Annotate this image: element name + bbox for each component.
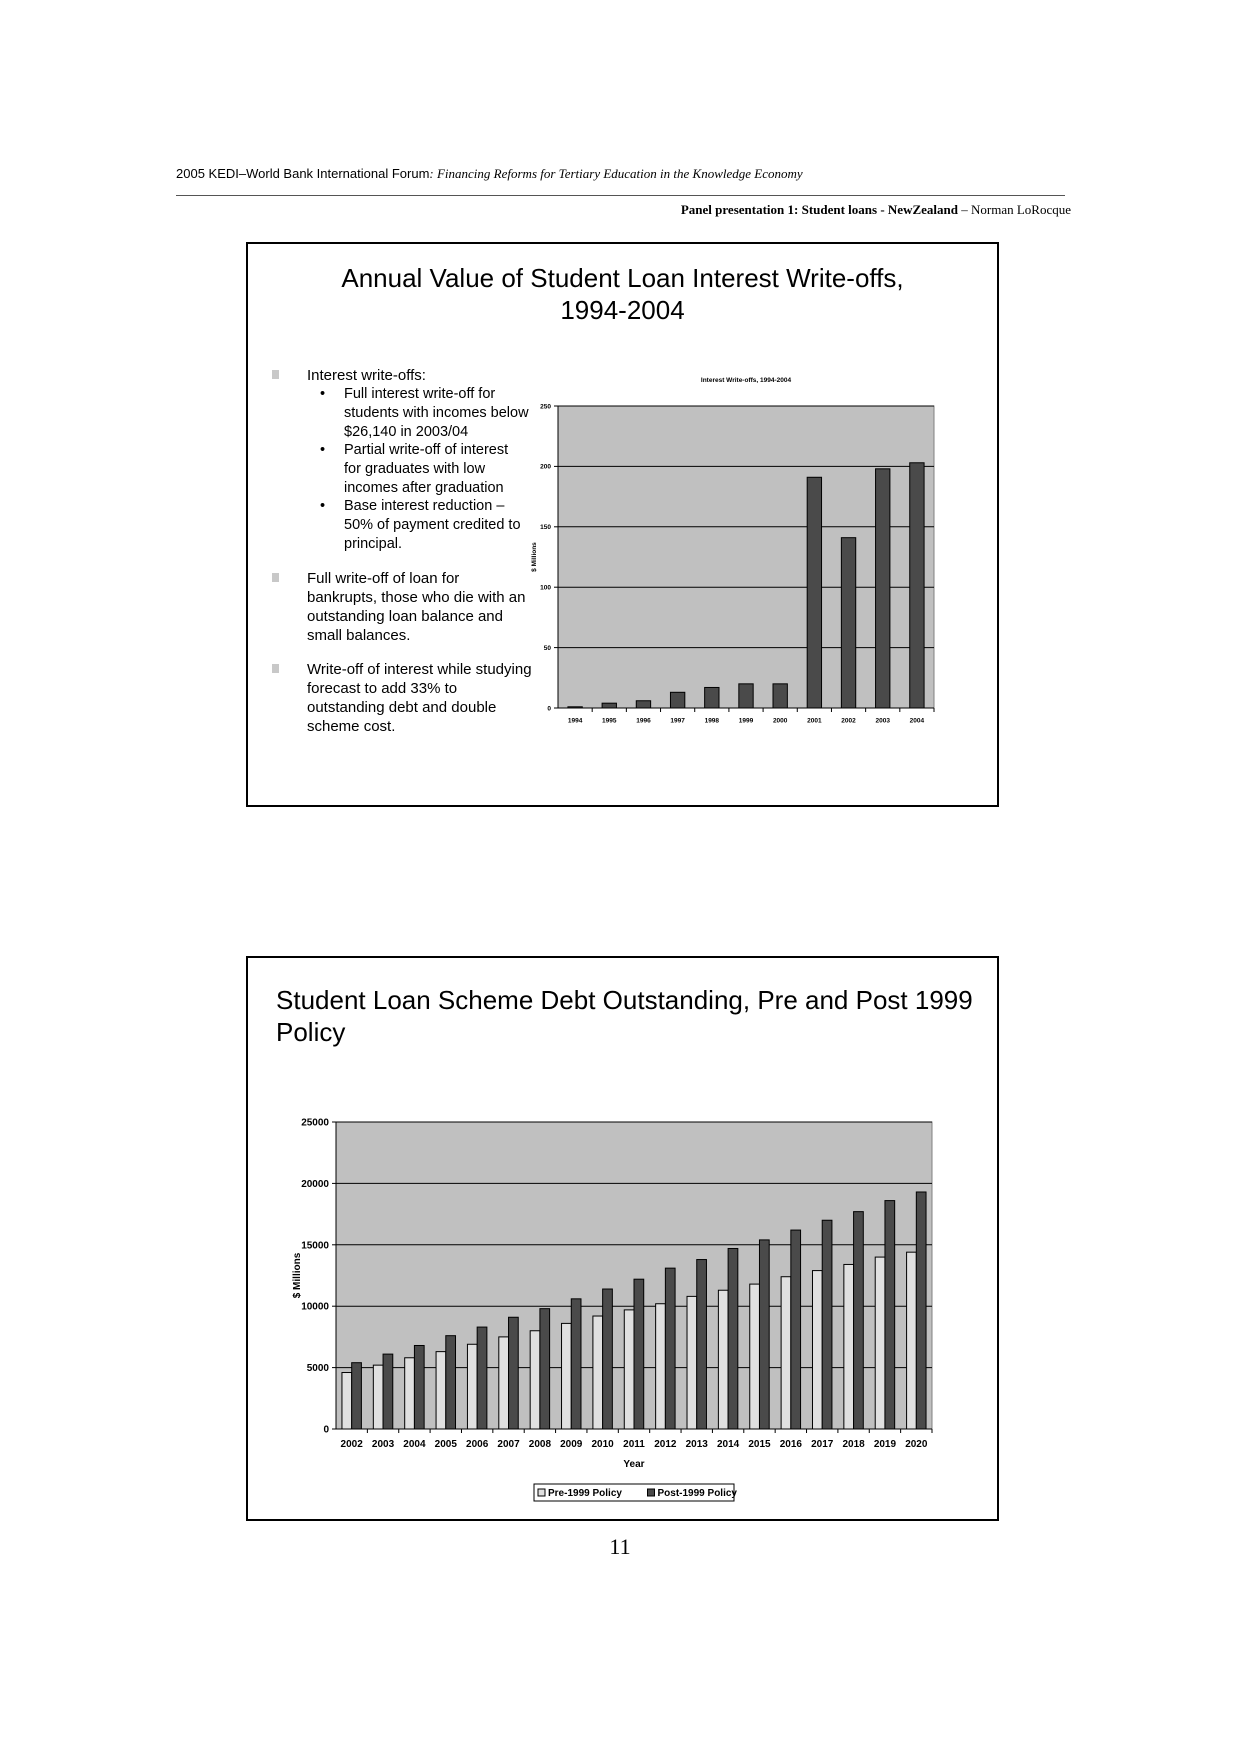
- x-tick-label: 2004: [909, 717, 925, 725]
- slide2-title: Student Loan Scheme Debt Outstanding, Pre and Post 1999 Policy: [276, 985, 973, 1047]
- chart-title: Interest Write-offs, 1994-2004: [700, 377, 792, 384]
- bar-values-2003: [876, 469, 890, 708]
- y-tick-label: 5000: [306, 1363, 329, 1375]
- bar-values-1994: [568, 707, 582, 708]
- bar-pre-1999-policy-2003: [373, 1365, 383, 1429]
- x-tick-label: 2014: [716, 1439, 740, 1450]
- bar-pre-1999-policy-2019: [875, 1257, 885, 1429]
- dot-bullet-icon: •: [320, 442, 326, 458]
- x-tick-label: 1994: [567, 717, 583, 725]
- bar-pre-1999-policy-2010: [593, 1316, 603, 1429]
- dot-bullet-icon: •: [320, 386, 326, 402]
- x-tick-label: 2007: [497, 1439, 520, 1450]
- legend-entry: Pre-1999 Policy: [548, 1488, 622, 1499]
- interest-writeoffs-chart: [518, 364, 958, 734]
- bar-pre-1999-policy-2013: [687, 1296, 697, 1429]
- y-tick-label: 150: [540, 524, 551, 532]
- bar-post-1999-policy-2019: [885, 1201, 895, 1429]
- y-tick-label: 0: [323, 1424, 329, 1436]
- x-tick-label: 1997: [670, 717, 685, 725]
- bar-values-2002: [841, 538, 855, 708]
- bar-post-1999-policy-2012: [665, 1268, 675, 1429]
- bar-post-1999-policy-2008: [540, 1309, 550, 1429]
- x-tick-label: 2005: [434, 1439, 457, 1450]
- debt-outstanding-chart: [268, 1098, 988, 1518]
- x-tick-label: 2016: [779, 1439, 802, 1450]
- bullet-text: Full write-off of loan for bankrupts, those who die with an outstanding loan balance and small balances.: [307, 570, 526, 644]
- bar-pre-1999-policy-2012: [656, 1304, 666, 1429]
- sub-bullet-text: Partial write-off of interest for graduates with low incomes after graduation: [344, 442, 509, 496]
- page-number: 11: [609, 1534, 631, 1559]
- x-tick-label: 2011: [623, 1439, 645, 1450]
- bar-pre-1999-policy-2005: [436, 1352, 446, 1429]
- bar-pre-1999-policy-2009: [562, 1323, 572, 1429]
- bar-pre-1999-policy-2007: [499, 1337, 509, 1429]
- bullet-text: Write-off of interest while studying forecast to add 33% to outstanding debt and double scheme cost.: [307, 661, 532, 735]
- dot-bullet-icon: •: [320, 498, 326, 514]
- y-tick-label: 100: [540, 584, 551, 592]
- x-tick-label: 2018: [842, 1439, 865, 1450]
- bar-values-1999: [739, 684, 753, 708]
- x-tick-label: 2009: [560, 1439, 583, 1450]
- x-tick-label: 2000: [772, 717, 788, 725]
- bar-values-2001: [807, 477, 821, 708]
- bar-post-1999-policy-2009: [571, 1299, 581, 1429]
- square-bullet-icon: [272, 573, 279, 582]
- bar-post-1999-policy-2015: [759, 1240, 769, 1429]
- bar-pre-1999-policy-2015: [750, 1284, 760, 1429]
- bar-values-1996: [636, 701, 650, 708]
- x-tick-label: 2012: [654, 1439, 677, 1450]
- x-tick-label: 1999: [738, 717, 754, 725]
- x-tick-label: 2010: [591, 1439, 614, 1450]
- x-axis-label: Year: [623, 1459, 645, 1470]
- bar-pre-1999-policy-2008: [530, 1331, 540, 1429]
- slide1-title-line1: Annual Value of Student Loan Interest Write-offs,: [341, 263, 904, 293]
- x-tick-label: 2006: [466, 1439, 489, 1450]
- sub-bullet-text: Full interest write-off for students with incomes below $26,140 in 2003/04: [344, 386, 529, 440]
- x-tick-label: 2015: [748, 1439, 771, 1450]
- bar-pre-1999-policy-2017: [812, 1271, 822, 1429]
- x-tick-label: 2020: [905, 1439, 928, 1450]
- y-tick-label: 200: [540, 463, 551, 471]
- x-tick-label: 2003: [875, 717, 890, 725]
- bar-post-1999-policy-2020: [916, 1192, 926, 1429]
- legend-swatch: [648, 1489, 655, 1496]
- bar-post-1999-policy-2002: [352, 1363, 362, 1429]
- square-bullet-icon: [272, 370, 279, 379]
- sub-bullet-text: Base interest reduction – 50% of payment credited to principal.: [344, 498, 521, 552]
- slide-interest-writeoffs: [246, 242, 999, 807]
- y-tick-label: 10000: [301, 1301, 329, 1313]
- x-tick-label: 2003: [371, 1439, 395, 1450]
- bar-post-1999-policy-2013: [697, 1260, 707, 1429]
- square-bullet-icon: [272, 664, 279, 673]
- panel-title: Panel presentation 1: Student loans - NewZealand: [680, 202, 958, 217]
- x-tick-label: 2001: [807, 717, 822, 725]
- x-tick-label: 2002: [340, 1439, 363, 1450]
- x-tick-label: 2008: [528, 1439, 552, 1450]
- bar-values-2004: [910, 463, 924, 708]
- bar-values-1997: [670, 692, 684, 708]
- bar-values-1998: [705, 687, 719, 708]
- header-divider: [176, 195, 1065, 196]
- x-tick-label: 2002: [841, 717, 856, 725]
- bar-pre-1999-policy-2020: [907, 1252, 917, 1429]
- bar-post-1999-policy-2017: [822, 1220, 832, 1429]
- bar-pre-1999-policy-2014: [718, 1290, 728, 1429]
- bar-values-2000: [773, 684, 787, 708]
- bar-post-1999-policy-2016: [791, 1230, 801, 1429]
- x-tick-label: 2019: [873, 1439, 897, 1450]
- bar-pre-1999-policy-2016: [781, 1277, 791, 1429]
- bar-post-1999-policy-2007: [509, 1317, 519, 1429]
- bar-post-1999-policy-2014: [728, 1248, 738, 1429]
- bar-pre-1999-policy-2018: [844, 1264, 854, 1429]
- x-tick-label: 2004: [403, 1439, 426, 1450]
- x-tick-label: 1996: [636, 717, 651, 725]
- bar-values-1995: [602, 703, 616, 708]
- slide-debt-outstanding: [246, 956, 999, 1521]
- slide1-title: [248, 262, 997, 326]
- bar-pre-1999-policy-2006: [467, 1344, 477, 1429]
- x-tick-label: 1998: [704, 717, 720, 725]
- y-tick-label: 20000: [301, 1178, 329, 1190]
- y-tick-label: 0: [547, 705, 551, 713]
- y-tick-label: 15000: [301, 1240, 329, 1252]
- panel-author: – Norman LoRocque: [957, 202, 1071, 217]
- header-forum-subtitle: : Financing Reforms for Tertiary Education in the Knowledge Economy: [429, 166, 803, 181]
- x-tick-label: 2013: [685, 1439, 708, 1450]
- document-header: [176, 166, 803, 182]
- bar-post-1999-policy-2018: [854, 1212, 864, 1429]
- y-axis-label: $ Millions: [531, 542, 538, 572]
- y-tick-label: 250: [540, 403, 551, 411]
- panel-header: [681, 202, 1071, 218]
- bar-pre-1999-policy-2004: [405, 1358, 415, 1429]
- bar-pre-1999-policy-2011: [624, 1310, 634, 1429]
- y-tick-label: 50: [543, 644, 551, 652]
- x-tick-label: 1995: [602, 717, 617, 725]
- legend-swatch: [538, 1489, 545, 1496]
- bar-post-1999-policy-2005: [446, 1336, 456, 1429]
- bar-post-1999-policy-2006: [477, 1327, 487, 1429]
- bar-post-1999-policy-2003: [383, 1354, 393, 1429]
- bar-post-1999-policy-2004: [414, 1345, 424, 1429]
- x-tick-label: 2017: [811, 1439, 834, 1450]
- header-forum: 2005 KEDI–World Bank International Forum: [176, 166, 430, 181]
- y-axis-label: $ Millions: [292, 1252, 303, 1299]
- bar-post-1999-policy-2010: [603, 1289, 613, 1429]
- legend-entry: Post-1999 Policy: [657, 1488, 737, 1499]
- bar-post-1999-policy-2011: [634, 1279, 644, 1429]
- y-tick-label: 25000: [301, 1117, 329, 1129]
- slide1-title-line2: 1994-2004: [560, 295, 685, 325]
- bar-pre-1999-policy-2002: [342, 1373, 352, 1429]
- bullet-text: Interest write-offs:: [307, 367, 426, 384]
